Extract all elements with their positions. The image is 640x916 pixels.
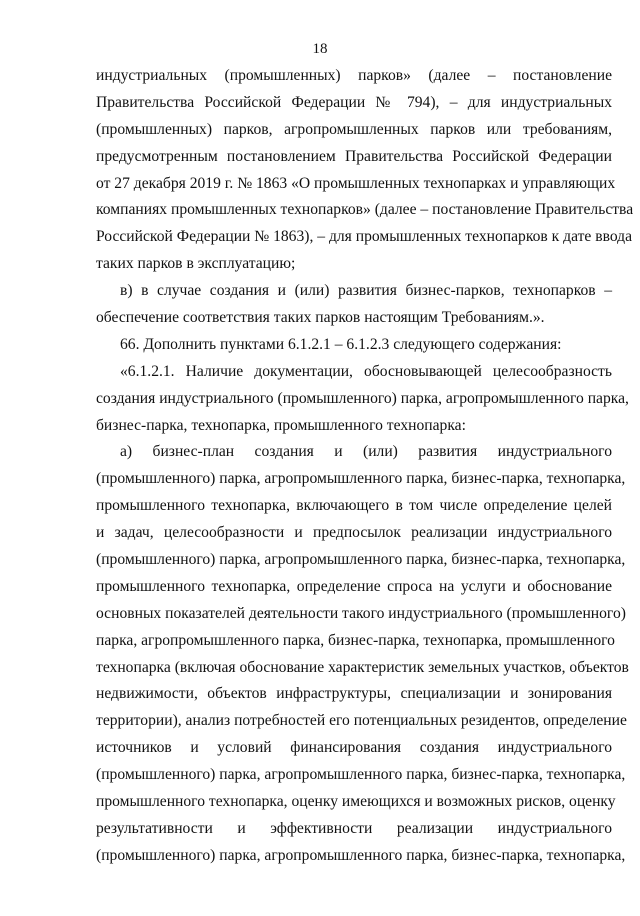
text-line: (промышленного) парка, агропромышленного парка, бизнес-парка, технопарка, (96, 766, 626, 784)
text-line: индустриальных (промышленных) парков» (далее – постановление (96, 67, 612, 84)
text-line: от 27 декабря 2019 г. № 1863 «О промышленных технопарках и управляющих (96, 174, 616, 192)
text-line: «6.1.2.1. Наличие документации, обосновывающей целесообразность (120, 362, 612, 380)
text-line: таких парков в эксплуатацию; (96, 255, 296, 273)
text-line: и задач, целесообразности и предпосылок реализации индустриального (96, 524, 612, 542)
text-line: результативности и эффективности реализации индустриального (96, 819, 612, 837)
text-line: промышленного технопарка, включающего в том числе определение целей (96, 497, 612, 515)
text-line: а) бизнес-план создания и (или) развития индустриального (120, 443, 612, 461)
text-line: промышленного технопарка, определение спроса на услуги и обоснование (96, 577, 612, 595)
text-line: бизнес-парка, технопарка, промышленного технопарка: (96, 416, 466, 434)
text-line: территории), анализ потребностей его потенциальных резидентов, определение (96, 712, 627, 730)
text-line: технопарка (включая обоснование характеристик земельных участков, объектов (96, 658, 629, 676)
page-number: 18 (312, 41, 328, 57)
text-line: в) в случае создания и (или) развития бизнес-парков, технопарков – (120, 282, 612, 300)
text-line: (промышленного) парка, агропромышленного парка, бизнес-парка, технопарка, (96, 551, 626, 569)
text-line: недвижимости, объектов инфраструктуры, специализации и зонирования (96, 685, 612, 703)
text-line: Российской Федерации № 1863), – для промышленных технопарков к дате ввода (96, 228, 633, 246)
text-line: (промышленного) парка, агропромышленного парка, бизнес-парка, технопарка, (96, 846, 626, 864)
text-line: обеспечение соответствия таких парков настоящим Требованиям.». (96, 309, 545, 327)
document-body (96, 63, 634, 870)
text-line: парка, агропромышленного парка, бизнес-парка, технопарка, промышленного (96, 631, 615, 649)
text-line: источников и условий финансирования создания индустриального (96, 739, 612, 757)
text-line: 66. Дополнить пунктами 6.1.2.1 – 6.1.2.3 следующего содержания: (120, 335, 562, 353)
text-line: Правительства Российской Федерации № 794), – для индустриальных (96, 93, 612, 111)
text-line: компаниях промышленных технопарков» (далее – постановление Правительства (96, 201, 634, 219)
text-line: предусмотренным постановлением Правительства Российской Федерации (96, 147, 612, 165)
text-line: (промышленных) парков, агропромышленных парков или требованиям, (96, 120, 612, 138)
text-line: (промышленного) парка, агропромышленного парка, бизнес-парка, технопарка, (96, 470, 626, 488)
text-line: основных показателей деятельности такого индустриального (промышленного) (96, 604, 626, 622)
text-line: создания индустриального (промышленного) парка, агропромышленного парка, (96, 389, 629, 407)
text-line: промышленного технопарка, оценку имеющихся и возможных рисков, оценку (96, 793, 616, 811)
